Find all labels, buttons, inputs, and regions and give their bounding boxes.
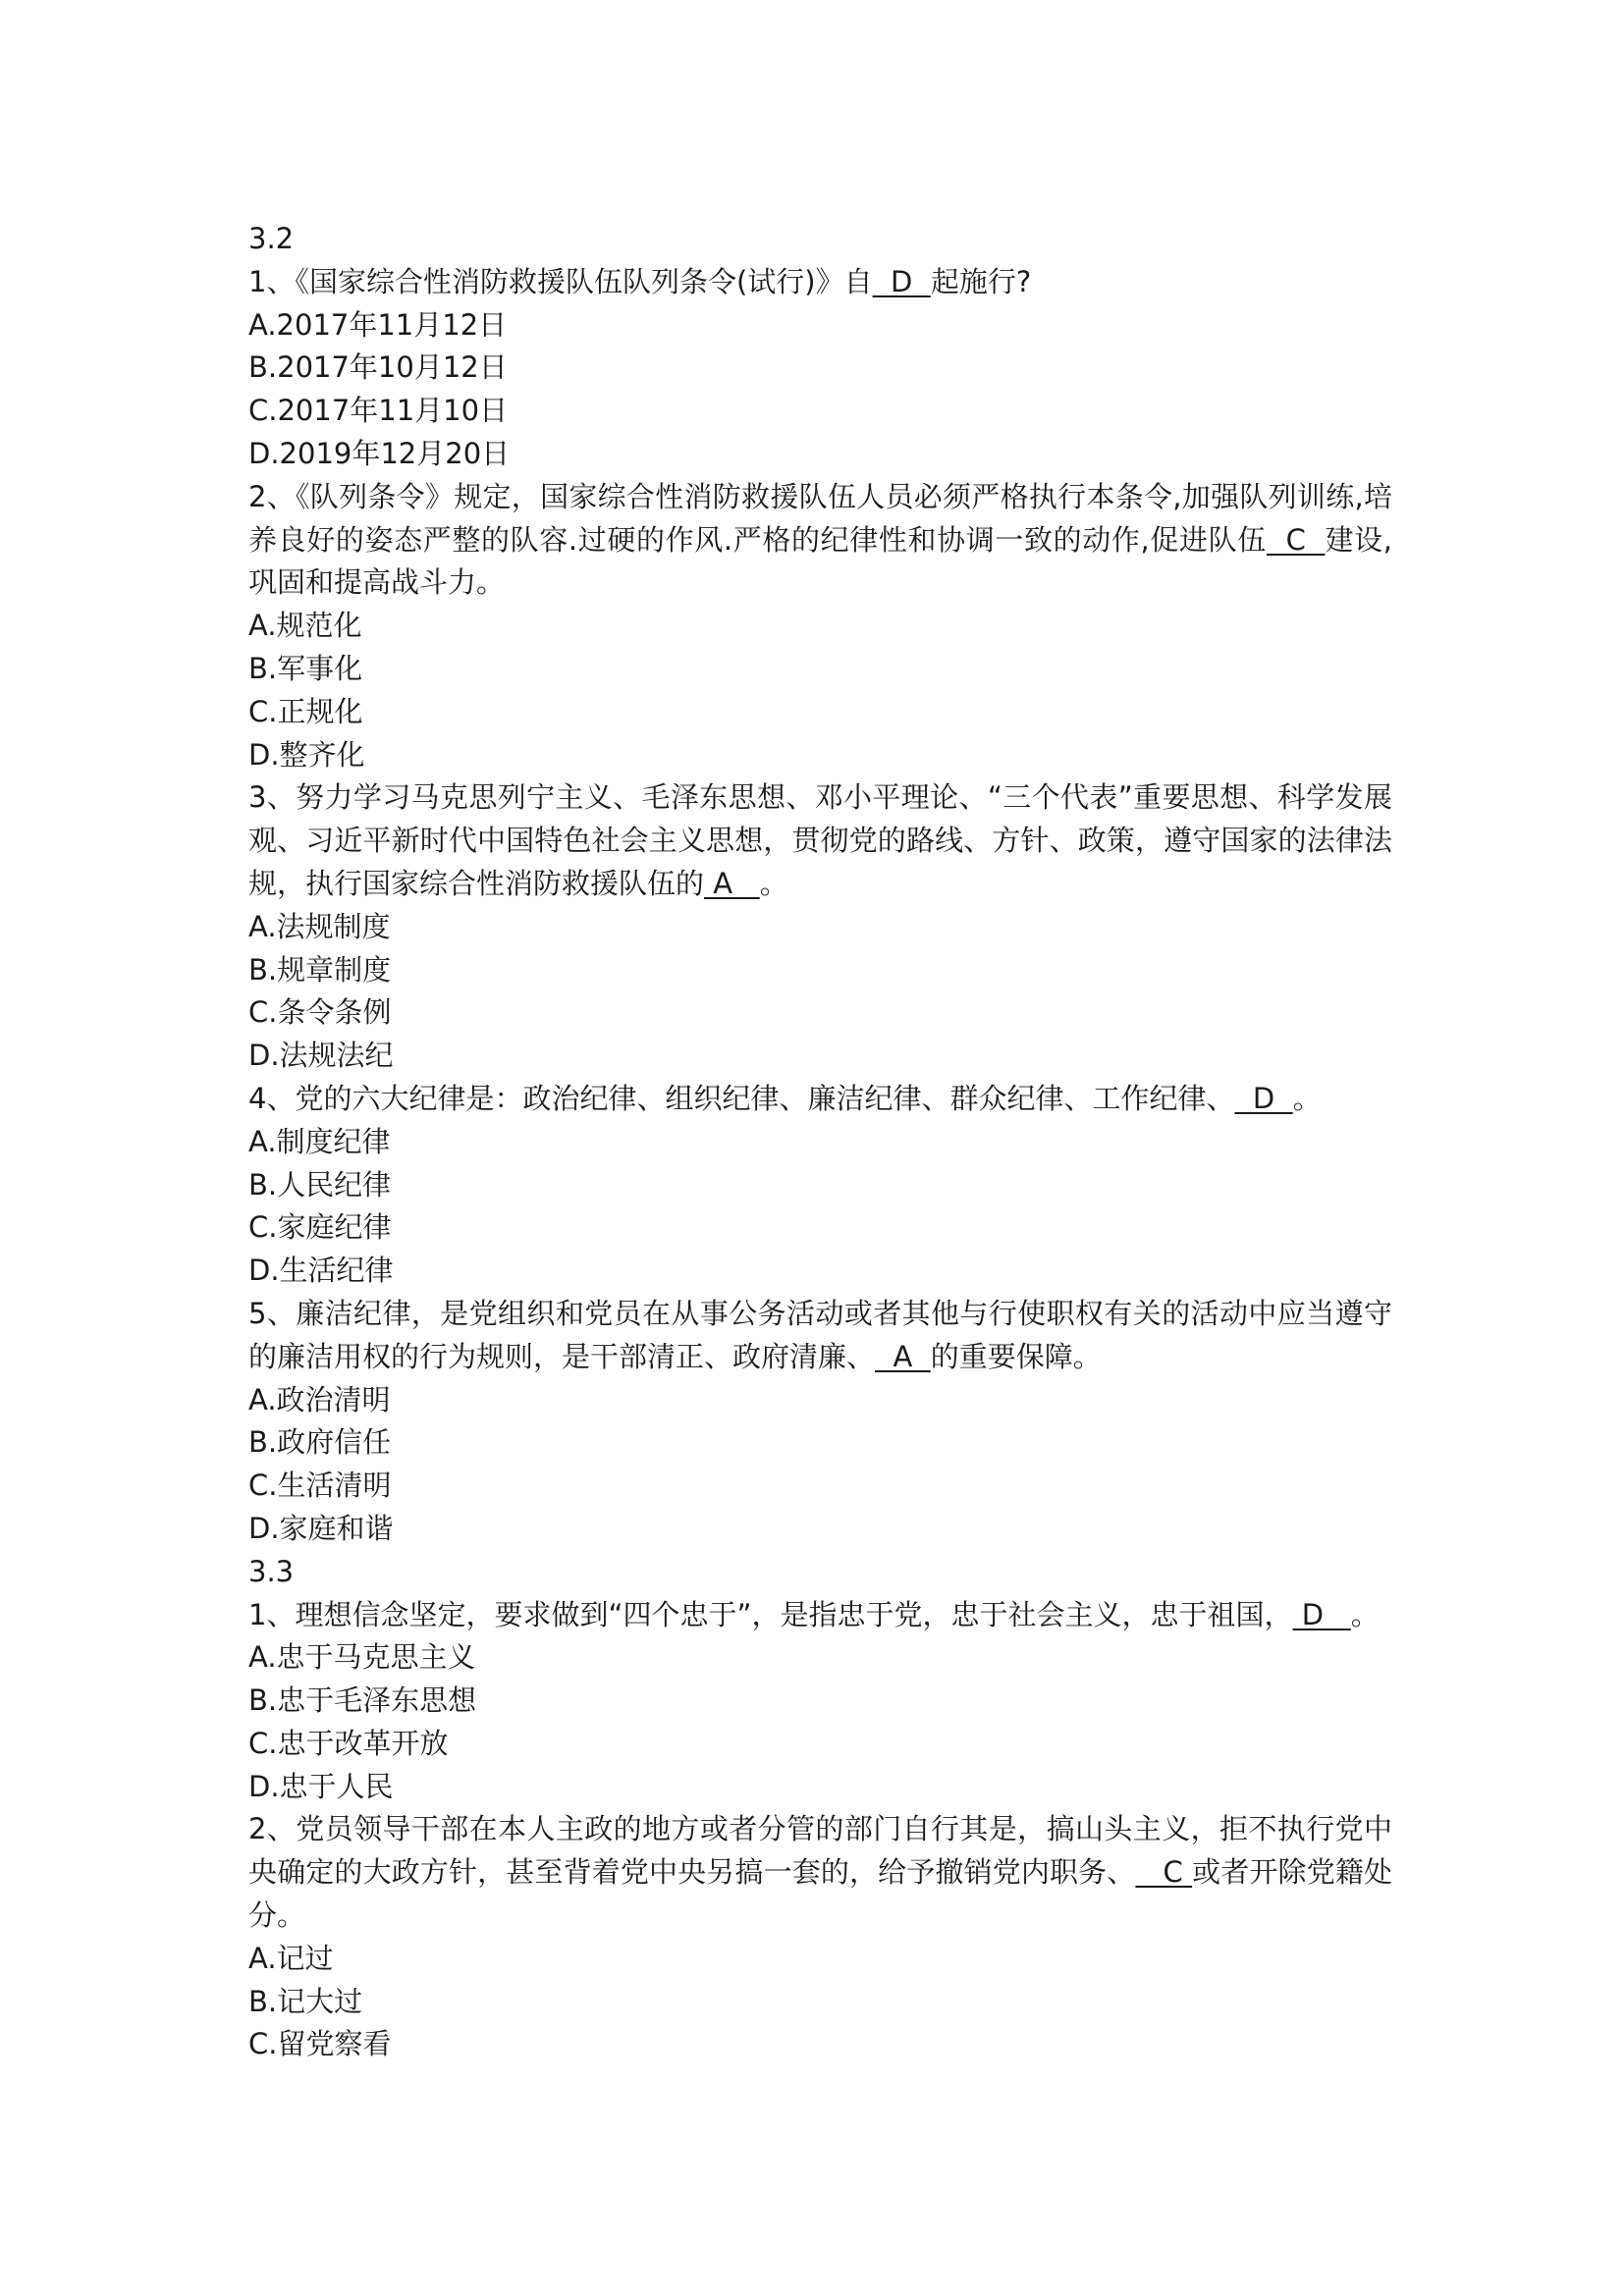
- answer-blank: C: [1135, 1855, 1193, 1890]
- option: D.法规法纪: [248, 1039, 394, 1073]
- option: B.2017年10月12日: [248, 350, 508, 385]
- section-heading: 3.3: [248, 1554, 295, 1588]
- question-stem: 1、理想信念坚定，要求做到“四个忠于”，是指忠于党，忠于社会主义，忠于祖国， D 。: [248, 1597, 1380, 1631]
- option: D.生活纪律: [248, 1254, 394, 1288]
- question-stem: 2、《队列条令》规定，国家综合性消防救援队伍人员必须严格执行本条令,加强队列训练,培养良好的姿态严整的队容.过硬的作风.严格的纪律性和协调一致的动作,促进队伍 C 建设,巩固和提高战斗力。: [248, 479, 1393, 600]
- option: B.军事化: [248, 651, 363, 685]
- option: D.2019年12月20日: [248, 436, 511, 470]
- option: C.条令条例: [248, 995, 392, 1030]
- answer-blank: D: [1234, 1081, 1293, 1115]
- option: A.法规制度: [248, 909, 391, 943]
- answer-blank: D: [872, 264, 931, 298]
- option: A.规范化: [248, 609, 362, 643]
- option: A.政治清明: [248, 1382, 391, 1416]
- option: C.忠于改革开放: [248, 1726, 449, 1760]
- question-stem: 1、《国家综合性消防救援队伍队列条令(试行)》自 D 起施行?: [248, 264, 1032, 298]
- option: B.人民纪律: [248, 1167, 392, 1201]
- option: C.正规化: [248, 694, 363, 728]
- option: D.整齐化: [248, 737, 365, 772]
- section-heading: 3.2: [248, 222, 295, 255]
- answer-blank: A: [704, 866, 760, 900]
- question-stem: 2、党员领导干部在本人主政的地方或者分管的部门自行其是，搞山头主义，拒不执行党中央确定的大政方针，甚至背着党中央另搞一套的，给予撤销党内职务、 C 或者开除党籍处分。: [248, 1812, 1392, 1933]
- option: A.忠于马克思主义: [248, 1640, 476, 1675]
- document-body: [248, 218, 1392, 2066]
- option: B.记大过: [248, 1984, 363, 2018]
- question-stem: 3、努力学习马克思列宁主义、毛泽东思想、邓小平理论、“三个代表”重要思想、科学发展观、习近平新时代中国特色社会主义思想，贯彻党的路线、方针、政策，遵守国家的法律法规，执行国家综合性消防救援队伍的 A 。: [248, 780, 1392, 900]
- option: A.制度纪律: [248, 1124, 391, 1158]
- option: C.生活清明: [248, 1468, 392, 1503]
- option: B.规章制度: [248, 952, 392, 987]
- option: D.家庭和谐: [248, 1511, 394, 1545]
- option: B.忠于毛泽东思想: [248, 1683, 477, 1718]
- question-stem: 5、廉洁纪律，是党组织和党员在从事公务活动或者其他与行使职权有关的活动中应当遵守的廉洁用权的行为规则，是干部清正、政府清廉、 A 的重要保障。: [248, 1296, 1392, 1373]
- answer-blank: D: [1292, 1597, 1351, 1631]
- option: C.2017年11月10日: [248, 394, 509, 428]
- option: A.2017年11月12日: [248, 307, 508, 342]
- option: B.政府信任: [248, 1425, 392, 1460]
- question-stem: 4、党的六大纪律是：政治纪律、组织纪律、廉洁纪律、群众纪律、工作纪律、 D 。: [248, 1081, 1322, 1115]
- option: A.记过: [248, 1941, 334, 1975]
- answer-blank: A: [875, 1339, 931, 1373]
- answer-blank: C: [1266, 522, 1326, 557]
- option: D.忠于人民: [248, 1769, 394, 1803]
- option: C.留党察看: [248, 2027, 392, 2061]
- option: C.家庭纪律: [248, 1210, 392, 1245]
